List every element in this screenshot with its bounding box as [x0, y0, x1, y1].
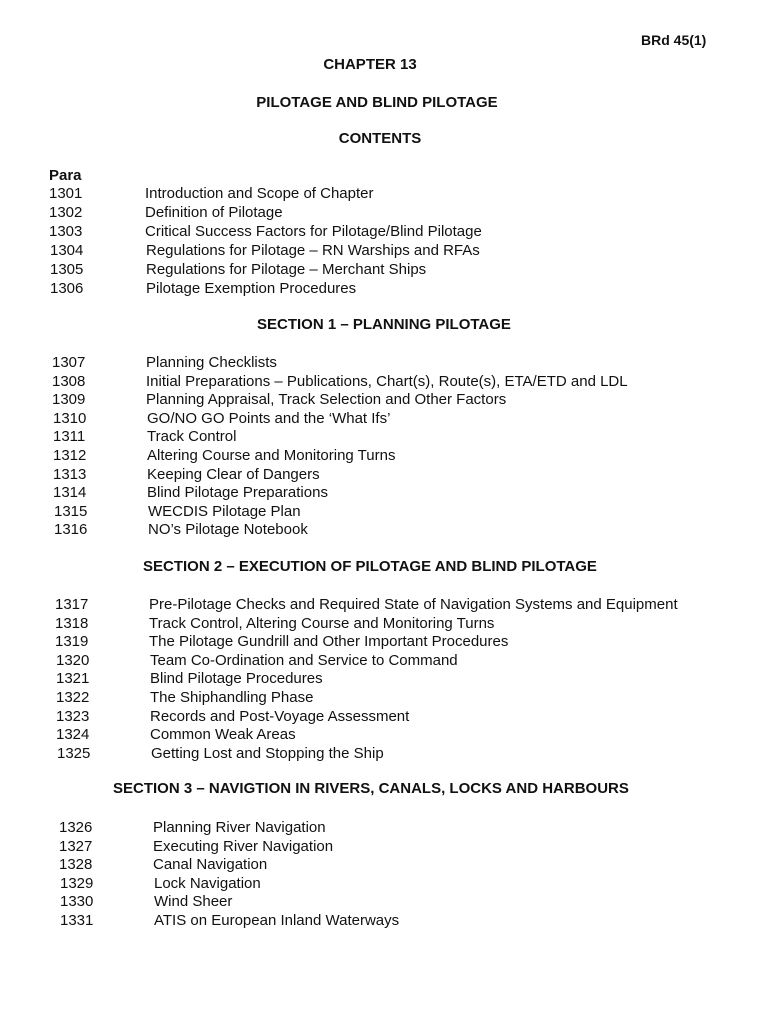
para-number: 1323 [56, 707, 90, 725]
list-item [0, 669, 768, 688]
para-number: 1319 [55, 633, 89, 651]
section-heading-planning: SECTION 1 – PLANNING PILOTAGE [257, 316, 511, 333]
entry-title: GO/NO GO Points and the ‘What Ifs’ [147, 409, 391, 427]
para-number: 1320 [56, 651, 90, 669]
para-number: 1302 [49, 204, 83, 221]
para-number: 1318 [55, 614, 89, 632]
entry-title: Definition of Pilotage [145, 204, 283, 221]
para-number: 1326 [59, 819, 93, 836]
list-item [0, 372, 768, 391]
list-item [0, 427, 768, 446]
entry-title: Canal Navigation [153, 856, 268, 874]
para-number: 1327 [59, 837, 93, 855]
section-heading-rivers: SECTION 3 – NAVIGTION IN RIVERS, CANALS, LOCKS AND HARBOURS [113, 780, 629, 797]
list-item [0, 279, 768, 298]
para-number: 1325 [57, 744, 91, 762]
list-item [0, 409, 768, 428]
para-number: 1316 [54, 521, 88, 539]
list-item [0, 688, 768, 707]
entry-title: Pre-Pilotage Checks and Required State of Navigation Systems and Equipment [149, 596, 678, 613]
para-number: 1321 [56, 670, 90, 688]
list-item [0, 874, 768, 893]
para-number: 1324 [56, 726, 90, 744]
list-item [0, 502, 768, 521]
entry-title: Keeping Clear of Dangers [147, 465, 320, 483]
list-item [0, 614, 768, 633]
entry-title: Getting Lost and Stopping the Ship [151, 744, 384, 762]
para-number: 1304 [50, 242, 84, 259]
entry-title: Pilotage Exemption Procedures [146, 280, 357, 297]
entry-title: NO’s Pilotage Notebook [148, 521, 308, 539]
para-number: 1315 [54, 502, 88, 520]
entry-title: Introduction and Scope of Chapter [145, 185, 374, 202]
list-item [0, 260, 768, 279]
entry-title: Critical Success Factors for Pilotage/Blind Pilotage [145, 223, 482, 240]
entry-title: Track Control, Altering Course and Monitoring Turns [149, 614, 495, 632]
entry-title: Regulations for Pilotage – RN Warships and RFAs [146, 242, 480, 259]
contents-heading: CONTENTS [338, 130, 422, 147]
para-number: 1310 [53, 409, 87, 427]
para-number: 1317 [55, 596, 89, 613]
list-item [0, 222, 768, 241]
chapter-heading: CHAPTER 13 [323, 56, 417, 73]
entry-title: Team Co-Ordination and Service to Command [150, 651, 458, 669]
para-number: 1312 [53, 447, 87, 464]
list-item [0, 725, 768, 744]
para-number: 1329 [60, 874, 94, 892]
entry-title: ATIS on European Inland Waterways [154, 912, 400, 929]
list-item [0, 837, 768, 856]
para-number: 1311 [53, 428, 86, 446]
para-number: 1330 [60, 893, 94, 911]
entry-title: Blind Pilotage Preparations [147, 484, 328, 502]
list-item [0, 520, 768, 539]
list-item [0, 184, 768, 203]
list-item [0, 911, 768, 930]
section-heading-execution: SECTION 2 – EXECUTION OF PILOTAGE AND BLIND PILOTAGE [143, 558, 597, 575]
entry-title: The Pilotage Gundrill and Other Important Procedures [149, 633, 509, 651]
list-item [0, 203, 768, 222]
entry-title: Executing River Navigation [153, 837, 334, 855]
document-reference: BRd 45(1) [641, 32, 707, 48]
entry-title: Planning Checklists [146, 354, 277, 371]
para-number: 1307 [52, 354, 86, 371]
entry-title: Altering Course and Monitoring Turns [147, 447, 396, 464]
list-item [0, 241, 768, 260]
entry-title: Common Weak Areas [150, 726, 296, 744]
list-item [0, 855, 768, 874]
list-item [0, 353, 768, 372]
para-number: 1313 [53, 465, 87, 483]
entry-title: Lock Navigation [154, 874, 261, 892]
para-number: 1314 [53, 484, 87, 502]
list-item [0, 390, 768, 409]
entry-title: Planning River Navigation [153, 819, 326, 836]
para-number: 1328 [59, 856, 93, 874]
list-item [0, 707, 768, 726]
list-item [0, 483, 768, 502]
list-item [0, 465, 768, 484]
para-number: 1306 [50, 280, 84, 297]
chapter-title: PILOTAGE AND BLIND PILOTAGE [256, 94, 498, 111]
para-number: 1308 [52, 372, 86, 390]
list-item [0, 651, 768, 670]
list-item [0, 446, 768, 465]
entry-title: Track Control [147, 428, 237, 446]
entry-title: Wind Sheer [154, 893, 233, 911]
para-column-label: Para [49, 167, 82, 184]
entry-title: Blind Pilotage Procedures [150, 670, 323, 688]
para-number: 1309 [52, 391, 86, 409]
entry-title: WECDIS Pilotage Plan [148, 502, 301, 520]
para-number: 1303 [49, 223, 83, 240]
list-item [0, 818, 768, 837]
list-item [0, 892, 768, 911]
list-item [0, 632, 768, 651]
entry-title: Regulations for Pilotage – Merchant Ships [146, 261, 427, 278]
entry-title: Initial Preparations – Publications, Chart(s), Route(s), ETA/ETD and LDL [146, 372, 628, 390]
entry-title: Records and Post-Voyage Assessment [150, 707, 410, 725]
list-item [0, 744, 768, 763]
para-number: 1305 [50, 261, 84, 278]
para-number: 1301 [49, 185, 83, 202]
entry-title: Planning Appraisal, Track Selection and Other Factors [146, 391, 507, 409]
para-number: 1331 [60, 912, 94, 929]
para-number: 1322 [56, 689, 90, 706]
entry-title: The Shiphandling Phase [150, 689, 314, 706]
list-item [0, 595, 768, 614]
